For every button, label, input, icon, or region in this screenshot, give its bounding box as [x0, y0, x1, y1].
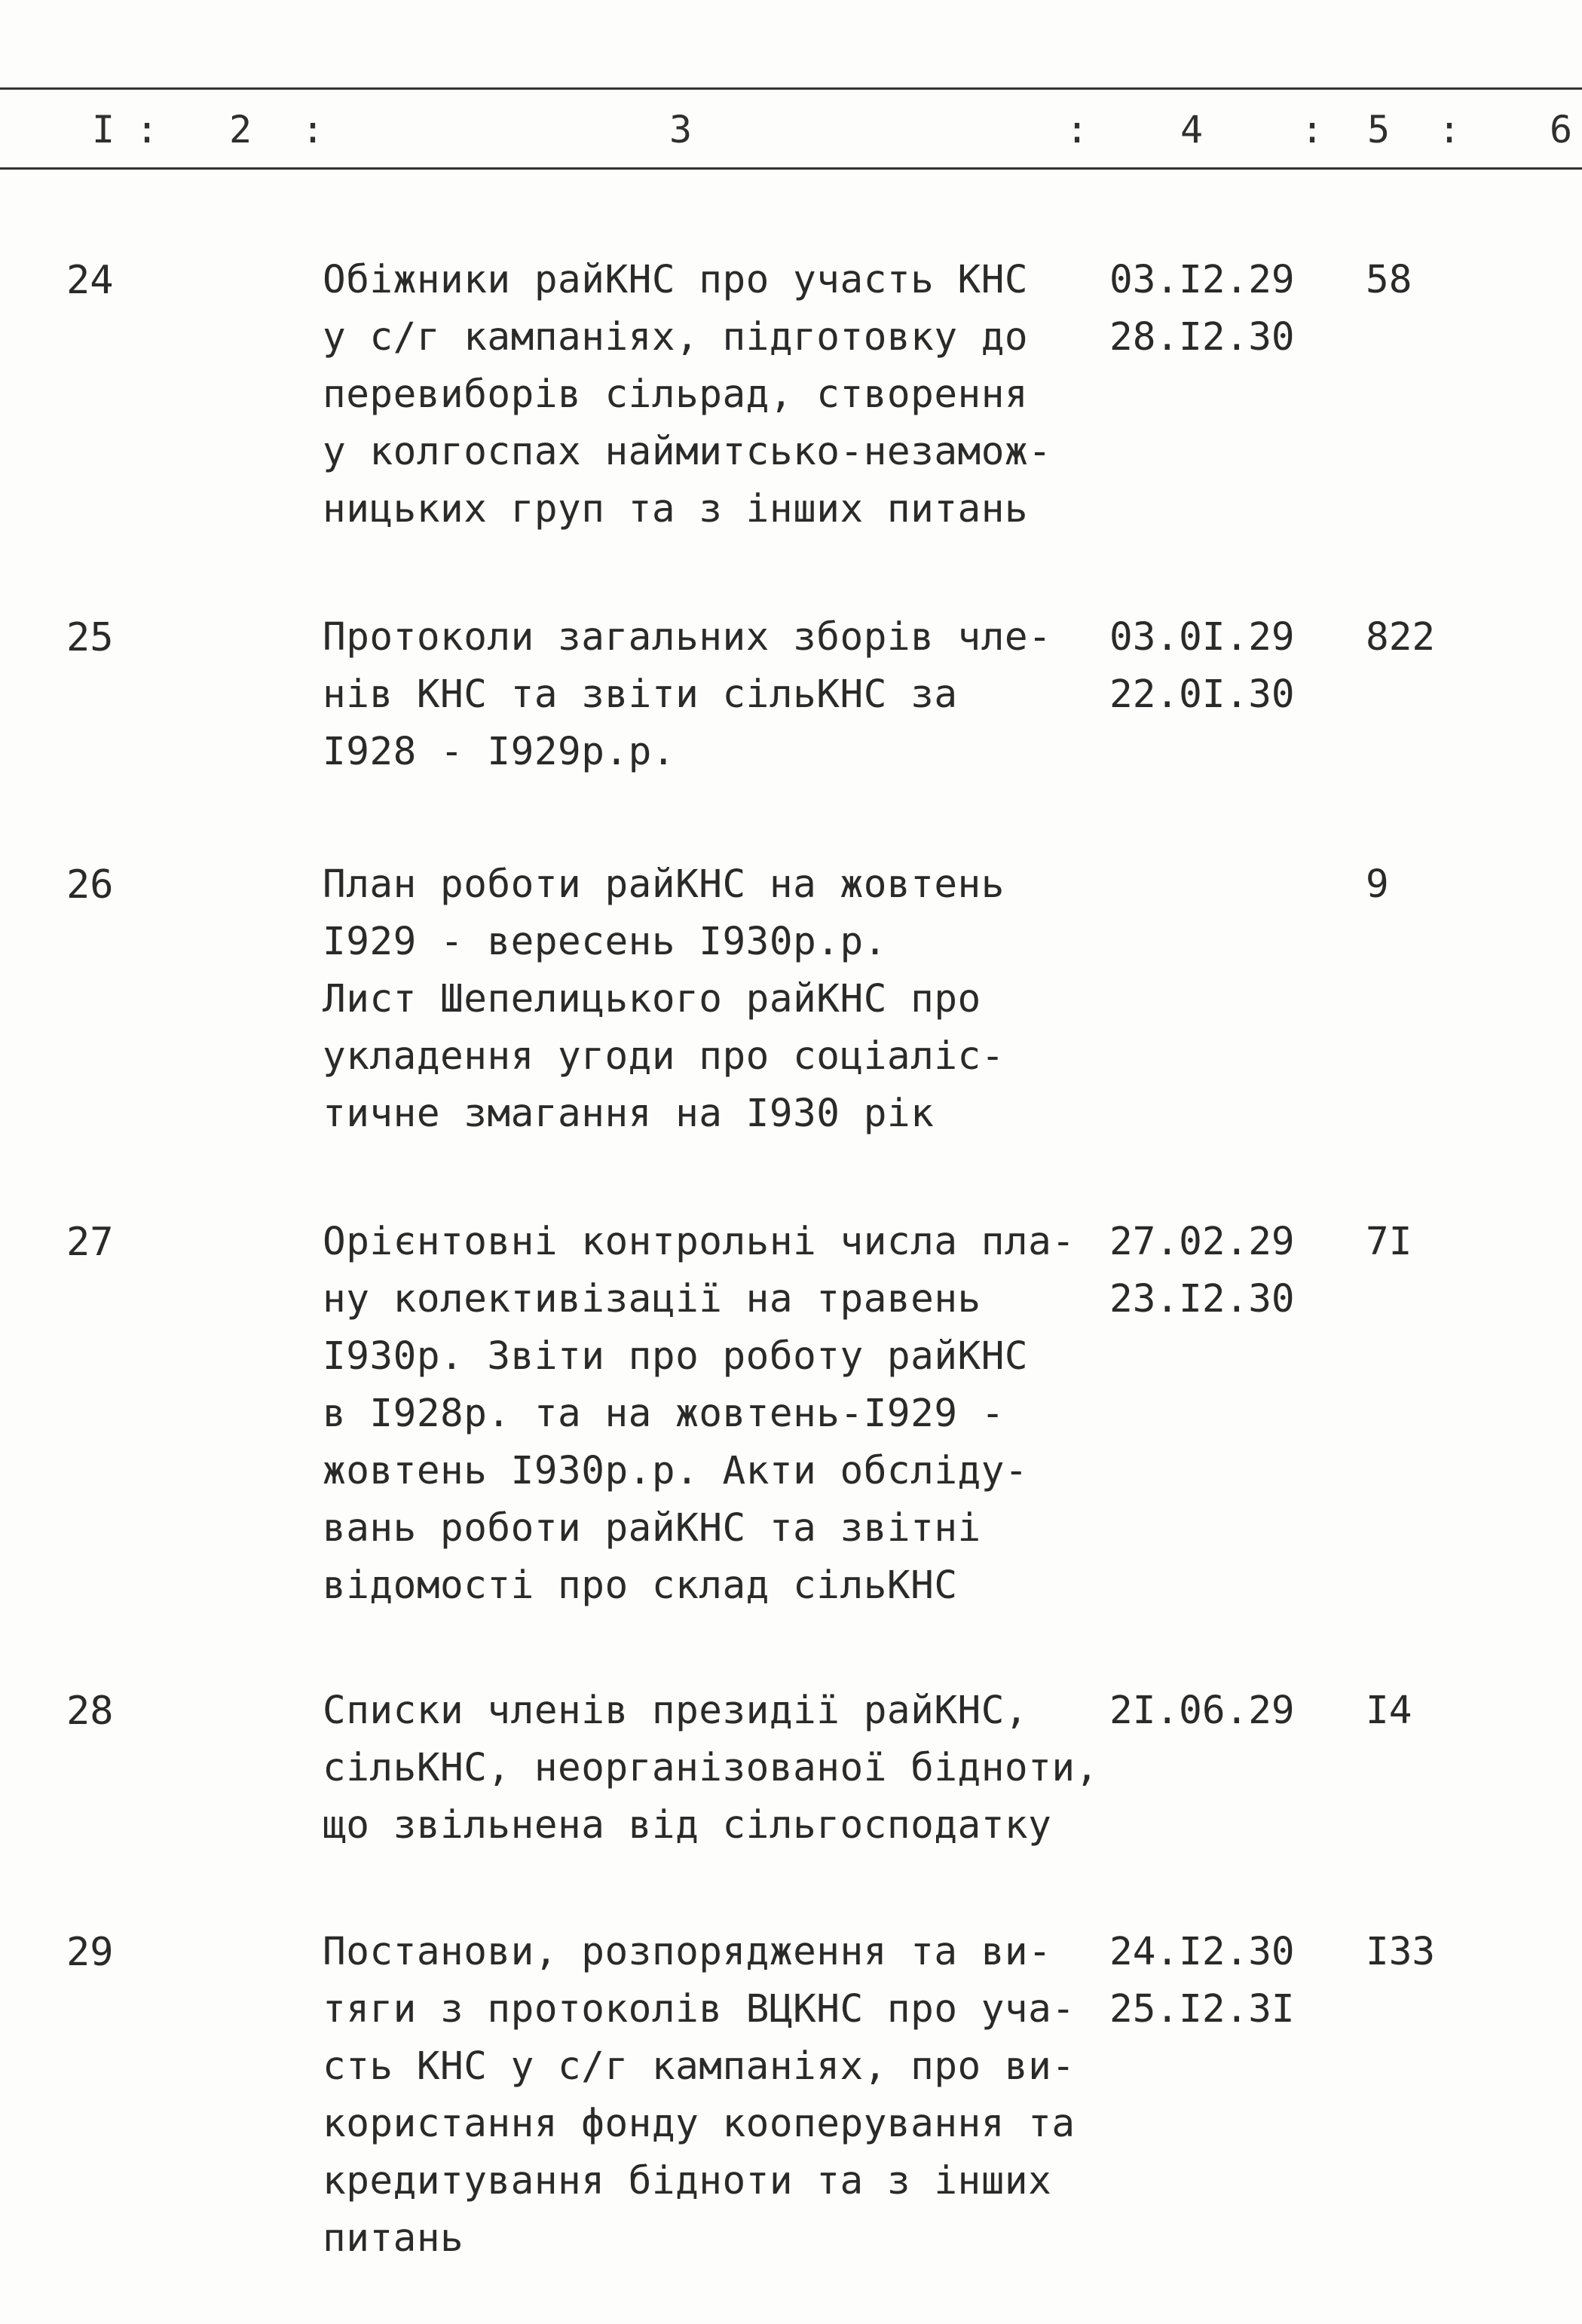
header-separator: : [301, 108, 325, 152]
description-line: жовтень I930р.р. Акти обсліду- [323, 1449, 1029, 1493]
header-col-5: 5 [1367, 108, 1391, 152]
header-top-rule [0, 87, 1582, 90]
description-line: План роботи райКНС на жовтень [323, 862, 1005, 907]
description-line: перевиборів сільрад, створення [323, 372, 1029, 417]
header-col-1: I [92, 108, 115, 152]
entry-sheet-count: 822 [1366, 615, 1436, 660]
description-line: I929 - вересень I930р.р. [323, 920, 887, 964]
entry-description [323, 1214, 1106, 1615]
description-line: ницьких груп та з інших питань [323, 487, 1029, 531]
entry-sheet-count: 7I [1366, 1220, 1412, 1264]
header-separator: : [1301, 108, 1324, 152]
description-line: Лист Шепелицького райКНС про [323, 977, 981, 1021]
entry-dates [1109, 1214, 1295, 1328]
header-separator: : [1438, 108, 1461, 152]
description-line: ну колективізації на травень [323, 1277, 981, 1321]
header-separator: : [136, 108, 159, 152]
start-date: 24.I2.30 [1109, 1930, 1295, 1974]
entry-sheet-count: 58 [1366, 258, 1412, 302]
entry-sheet-count: I4 [1366, 1689, 1412, 1733]
entry-description [323, 252, 1106, 538]
end-date: 28.I2.30 [1109, 315, 1295, 360]
description-line: вань роботи райКНС та звітні [323, 1506, 981, 1551]
description-line: користання фонду кооперування та [323, 2102, 1076, 2146]
entry-sheet-count: 9 [1366, 862, 1389, 907]
description-line: питань [323, 2216, 464, 2261]
description-line: у колгоспах наймитсько-незамож- [323, 430, 1052, 474]
end-date: 25.I2.3I [1109, 1987, 1295, 2032]
entry-number: 27 [66, 1220, 114, 1265]
entry-number: 24 [66, 258, 114, 303]
entry-description [323, 609, 1106, 781]
header-separator: : [1066, 108, 1089, 152]
description-line: Орієнтовні контрольні числа пла- [323, 1220, 1076, 1264]
entry-sheet-count: I33 [1366, 1930, 1436, 1974]
entry-number: 25 [66, 615, 114, 660]
header-col-4: 4 [1180, 108, 1204, 152]
entry-dates [1109, 1924, 1295, 2038]
entry-dates [1109, 252, 1295, 366]
header-bottom-rule [0, 167, 1582, 170]
description-line: що звільнена від сільгосподатку [323, 1803, 1052, 1848]
description-line: Протоколи загальних зборів чле- [323, 615, 1052, 660]
description-line: відомості про склад сільКНС [323, 1563, 958, 1608]
start-date: 2I.06.29 [1109, 1689, 1295, 1733]
entry-description [323, 856, 1106, 1143]
entry-number: 29 [66, 1930, 114, 1975]
description-line: Обіжники райКНС про участь КНС [323, 258, 1029, 302]
entry-number: 26 [66, 862, 114, 908]
description-line: в I928р. та на жовтень-I929 - [323, 1392, 1005, 1436]
description-line: сільКНС, неорганізованої бідноти, [323, 1746, 1099, 1790]
entry-dates [1109, 609, 1295, 724]
description-line: тичне змагання на I930 рік [323, 1092, 935, 1136]
end-date: 22.0I.30 [1109, 672, 1295, 717]
description-line: укладення угоди про соціаліс- [323, 1034, 1005, 1079]
description-line: I928 - I929р.р. [323, 730, 676, 774]
header-col-2: 2 [229, 108, 252, 152]
entry-number: 28 [66, 1689, 114, 1734]
header-col-6: 6 [1550, 108, 1573, 152]
header-col-3: 3 [669, 108, 693, 152]
start-date: 27.02.29 [1109, 1220, 1295, 1264]
start-date: 03.0I.29 [1109, 615, 1295, 660]
description-line: сть КНС у с/г кампаніях, про ви- [323, 2044, 1076, 2089]
description-line: тяги з протоколів ВЦКНС про уча- [323, 1987, 1076, 2032]
entry-dates [1109, 1683, 1295, 1740]
end-date: 23.I2.30 [1109, 1277, 1295, 1321]
description-line: нів КНС та звіти сільКНС за [323, 672, 958, 717]
description-line: Списки членів президії райКНС, [323, 1689, 1029, 1733]
entry-description [323, 1683, 1106, 1854]
description-line: у с/г кампаніях, підготовку до [323, 315, 1029, 360]
description-line: кредитування бідноти та з інших [323, 2159, 1052, 2203]
description-line: I930р. Звіти про роботу райКНС [323, 1334, 1029, 1379]
description-line: Постанови, розпорядження та ви- [323, 1930, 1052, 1974]
start-date: 03.I2.29 [1109, 258, 1295, 302]
entry-description [323, 1924, 1106, 2267]
